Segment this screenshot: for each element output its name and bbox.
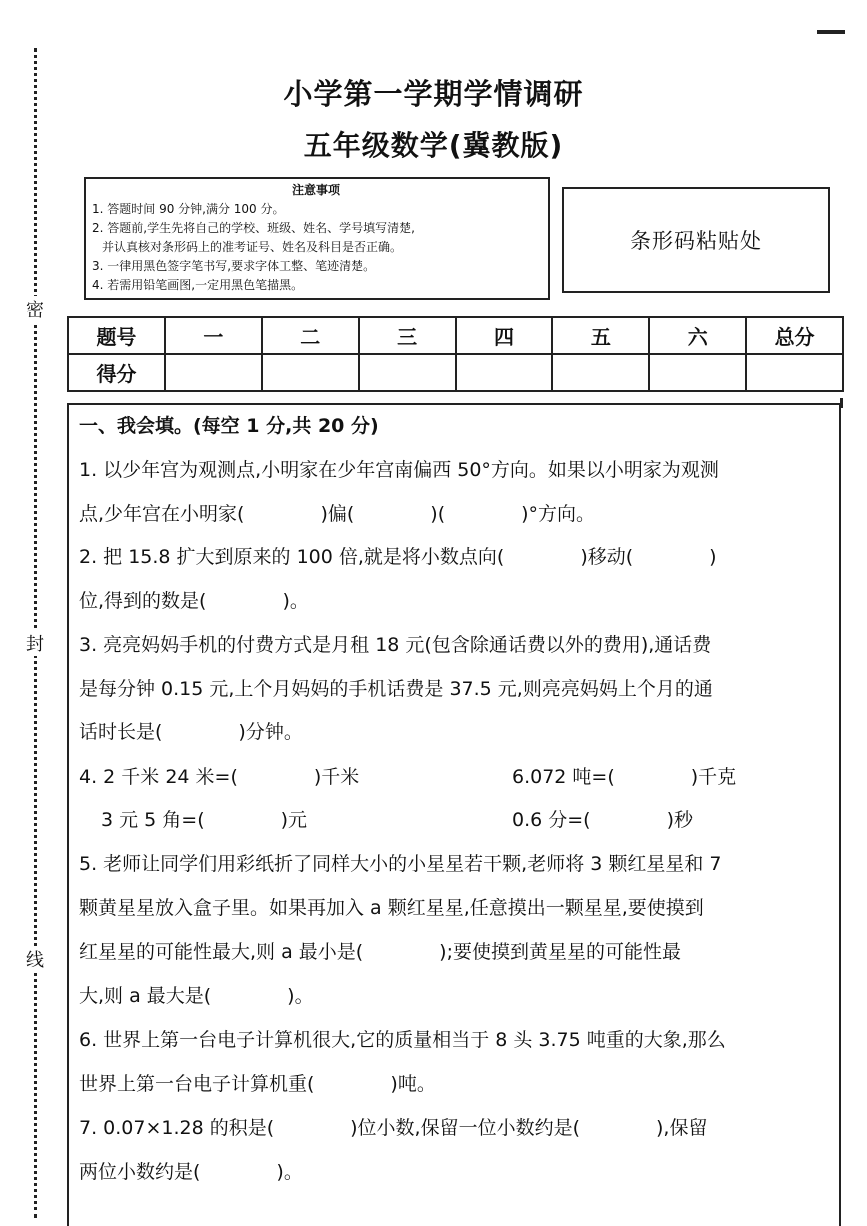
question-line: 话时长是( )分钟。 bbox=[79, 721, 303, 743]
notice-item: 并认真核对条形码上的准考证号、姓名及科目是否正确。 bbox=[102, 240, 403, 254]
score-cell[interactable] bbox=[165, 354, 262, 391]
score-table-header-row bbox=[68, 317, 843, 354]
question-line: 4. 2 千米 24 米=( )千米 bbox=[79, 766, 360, 788]
question-line: 7. 0.07×1.28 的积是( )位小数,保留一位小数约是( ),保留 bbox=[79, 1117, 708, 1139]
score-cell[interactable] bbox=[746, 354, 843, 391]
question-line: 2. 把 15.8 扩大到原来的 100 倍,就是将小数点向( )移动( ) bbox=[79, 546, 717, 568]
notice-item: 1. 答题时间 90 分钟,满分 100 分。 bbox=[92, 202, 285, 216]
question-line: 5. 老师让同学们用彩纸折了同样大小的小星星若干颗,老师将 3 颗红星星和 7 bbox=[79, 853, 722, 875]
barcode-area: 条形码粘贴处 bbox=[562, 187, 830, 293]
notice-item: 4. 若需用铅笔画图,一定用黑色笔描黑。 bbox=[92, 278, 304, 292]
question-line: 6. 世界上第一台电子计算机很大,它的质量相当于 8 头 3.75 吨重的大象,那么 bbox=[79, 1029, 726, 1051]
side-mark-feng: 封 bbox=[24, 630, 46, 656]
section-title: 一、我会填。(每空 1 分,共 20 分) bbox=[79, 415, 379, 437]
question-line: 0.6 分=( )秒 bbox=[512, 809, 694, 831]
score-table-score-row bbox=[68, 354, 843, 391]
question-line: 大,则 a 最大是( )。 bbox=[79, 985, 314, 1007]
header-cell: 题号 bbox=[68, 317, 165, 354]
question-line: 6.072 吨=( )千克 bbox=[512, 766, 737, 788]
score-table bbox=[67, 316, 844, 392]
header-cell: 二 bbox=[262, 317, 359, 354]
question-line: 3. 亮亮妈妈手机的付费方式是月租 18 元(包含除通话费以外的费用),通话费 bbox=[79, 634, 712, 656]
page-subtitle: 五年级数学(冀教版) bbox=[303, 129, 564, 162]
score-cell[interactable] bbox=[359, 354, 456, 391]
notice-item: 2. 答题前,学生先将自己的学校、班级、姓名、学号填写清楚, bbox=[92, 221, 415, 235]
notice-box bbox=[84, 177, 550, 300]
score-cell[interactable] bbox=[456, 354, 553, 391]
question-line: 点,少年宫在小明家( )偏( )( )°方向。 bbox=[79, 503, 596, 525]
question-line: 红星星的可能性最大,则 a 最小是( );要使摸到黄星星的可能性最 bbox=[79, 941, 681, 963]
header-cell: 五 bbox=[552, 317, 649, 354]
score-cell[interactable] bbox=[649, 354, 746, 391]
header-cell: 一 bbox=[165, 317, 262, 354]
corner-mark bbox=[817, 30, 845, 34]
header-cell: 总分 bbox=[746, 317, 843, 354]
question-line: 世界上第一台电子计算机重( )吨。 bbox=[79, 1073, 436, 1095]
question-line: 是每分钟 0.15 元,上个月妈妈的手机话费是 37.5 元,则亮亮妈妈上个月的通 bbox=[79, 678, 713, 700]
notice-item: 3. 一律用黑色签字笔书写,要求字体工整、笔迹清楚。 bbox=[92, 259, 376, 273]
notice-heading: 注意事项 bbox=[291, 183, 340, 197]
page-title: 小学第一学期学情调研 bbox=[283, 77, 584, 111]
question-line: 1. 以少年宫为观测点,小明家在少年宫南偏西 50°方向。如果以小明家为观测 bbox=[79, 459, 719, 481]
side-mark-xian: 线 bbox=[24, 946, 46, 972]
header-cell: 三 bbox=[359, 317, 456, 354]
score-cell[interactable] bbox=[552, 354, 649, 391]
question-line: 颗黄星星放入盒子里。如果再加入 a 颗红星星,任意摸出一颗星星,要使摸到 bbox=[79, 897, 704, 919]
row-label-cell: 得分 bbox=[68, 354, 165, 391]
header-cell: 四 bbox=[456, 317, 553, 354]
question-line: 3 元 5 角=( )元 bbox=[101, 809, 308, 831]
header-cell: 六 bbox=[649, 317, 746, 354]
side-mark-mi: 密 bbox=[24, 296, 46, 322]
question-line: 两位小数约是( )。 bbox=[79, 1161, 303, 1183]
question-line: 位,得到的数是( )。 bbox=[79, 590, 309, 612]
score-cell[interactable] bbox=[262, 354, 359, 391]
